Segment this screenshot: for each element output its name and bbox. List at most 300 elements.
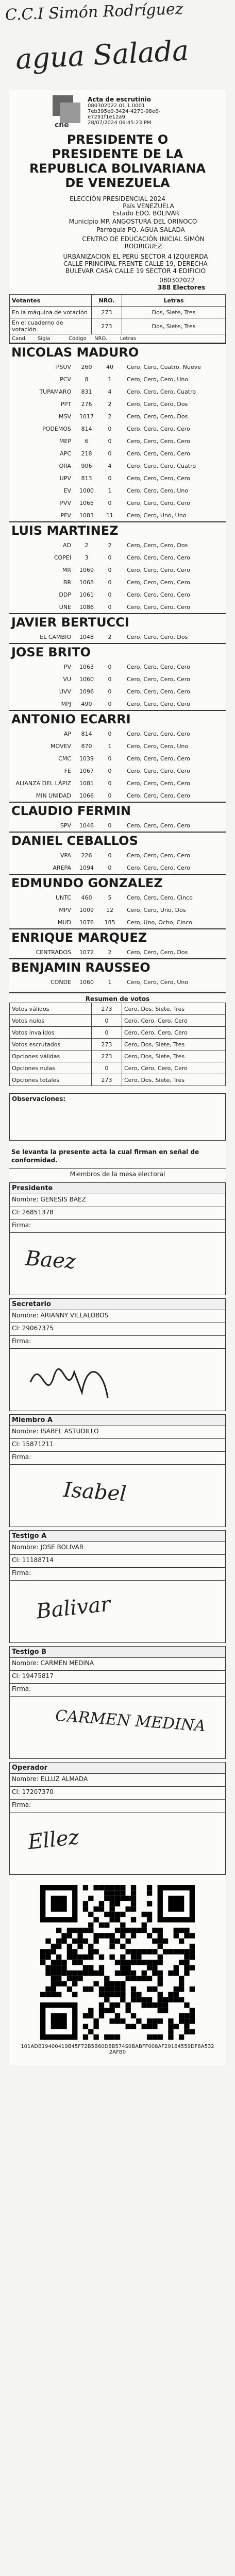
- party-letras: Cero, Cero, Cero, Cero: [127, 474, 190, 482]
- qr-module: [126, 1971, 131, 1976]
- party-vote-row: [9, 435, 226, 447]
- qr-module: [190, 1944, 195, 1949]
- qr-module: [163, 1997, 168, 2002]
- party-votes: 0: [108, 591, 112, 598]
- qr-module: [120, 1960, 125, 1965]
- party-votes: 4: [108, 388, 112, 395]
- qr-module: [51, 1976, 56, 1981]
- qr-module: [126, 1906, 131, 1911]
- qr-module: [61, 1960, 66, 1965]
- signer-nombre: Nombre: CARMEN MEDINA: [10, 1658, 225, 1671]
- party-sigla: UVV: [59, 688, 71, 695]
- qr-module: [45, 1949, 51, 1954]
- qr-module: [174, 2024, 179, 2029]
- qr-module: [109, 1917, 114, 1922]
- qr-module: [67, 1976, 72, 1981]
- party-codigo: 1094: [79, 864, 94, 871]
- resumen-label: Opciones válidas: [10, 1050, 92, 1062]
- resumen-letras: Cero, Dos, Siete, Tres: [122, 1039, 226, 1050]
- qr-code: [40, 1885, 195, 2040]
- resumen-nro: 273: [92, 1074, 122, 1086]
- qr-module: [45, 1965, 51, 1970]
- qr-module: [93, 1933, 98, 1938]
- party-letras: Cero, Cero, Cuatro, Nueve: [127, 363, 201, 370]
- party-vote-row: [9, 539, 226, 551]
- candidate-name: CLAUDIO FERMIN: [9, 802, 226, 819]
- qr-module: [83, 1987, 88, 1992]
- qr-module: [190, 1933, 195, 1938]
- qr-module: [184, 1928, 189, 1933]
- qr-finder: [168, 1896, 184, 1912]
- qr-module: [67, 1933, 72, 1938]
- qr-module: [120, 1987, 125, 1992]
- qr-module: [168, 2024, 173, 2029]
- qr-module: [174, 1997, 179, 2002]
- qr-module: [147, 2003, 152, 2008]
- qr-module: [88, 1987, 93, 1992]
- qr-module: [158, 1976, 163, 1981]
- party-votes: 1: [108, 376, 112, 383]
- signature-area: [10, 1465, 225, 1527]
- qr-module: [93, 1917, 98, 1922]
- qr-module: [88, 1944, 93, 1949]
- qr-module: [93, 1949, 98, 1954]
- qr-module: [168, 2035, 173, 2040]
- qr-module: [179, 1938, 184, 1943]
- qr-module: [126, 2008, 131, 2013]
- signers-list: [9, 1182, 226, 1875]
- qr-module: [120, 1885, 125, 1890]
- party-votes: 12: [106, 906, 113, 913]
- qr-module: [131, 1971, 136, 1976]
- party-sigla: PV: [63, 663, 71, 670]
- cne-logo: [51, 92, 88, 129]
- party-codigo: 218: [81, 450, 92, 457]
- qr-module: [158, 1997, 163, 2002]
- qr-module: [109, 1954, 114, 1959]
- qr-module: [168, 1971, 173, 1976]
- qr-module: [152, 1971, 157, 1976]
- qr-module: [158, 1954, 163, 1959]
- party-codigo: 814: [81, 425, 92, 432]
- party-vote-row: [9, 891, 226, 904]
- qr-module: [56, 1971, 61, 1976]
- qr-module: [77, 1944, 82, 1949]
- party-votes: 0: [108, 688, 112, 695]
- party-vote-row: [9, 819, 226, 832]
- qr-module: [126, 1928, 131, 1933]
- signer-ci: CI: 17207370: [10, 1787, 225, 1800]
- qr-module: [115, 1987, 120, 1992]
- qr-module: [115, 2013, 120, 2018]
- resumen-letras: Cero, Dos, Siete, Tres: [122, 1050, 226, 1062]
- qr-module: [99, 1965, 104, 1970]
- qr-module: [109, 2019, 114, 2024]
- qr-module: [147, 1965, 152, 1970]
- qr-module: [72, 1954, 77, 1959]
- qr-module: [131, 1906, 136, 1911]
- signature-area: [10, 1349, 225, 1411]
- qr-module: [158, 1981, 163, 1986]
- signer-ci: CI: 11188714: [10, 1555, 225, 1568]
- party-letras: Cero, Cero, Cero, Cero: [127, 852, 190, 859]
- party-votes: 2: [108, 413, 112, 420]
- qr-module: [158, 1971, 163, 1976]
- qr-module: [120, 1944, 125, 1949]
- party-letras: Cero, Cero, Cero, Dos: [127, 541, 188, 549]
- party-letras: Cero, Cero, Cero, Cero: [127, 663, 190, 670]
- signer-role: Operador: [10, 1762, 225, 1774]
- qr-module: [131, 1987, 136, 1992]
- candidate-name: JOSE BRITO: [9, 643, 226, 660]
- party-sigla: PCV: [60, 376, 71, 383]
- votantes-cuaderno-letras: Dos, Siete, Tres: [122, 318, 226, 334]
- party-sigla: AD: [63, 541, 71, 549]
- qr-module: [83, 1885, 88, 1890]
- qr-module: [184, 2003, 189, 2008]
- qr-module: [147, 1917, 152, 1922]
- party-codigo: 1067: [79, 767, 94, 774]
- qr-module: [179, 2013, 184, 2018]
- qr-module: [88, 1971, 93, 1976]
- party-letras: Cero, Cero, Cero, Cero: [127, 730, 190, 737]
- party-votes: 0: [108, 499, 112, 506]
- signer-nombre: Nombre: GENESIS BAEZ: [10, 1194, 225, 1207]
- qr-module: [147, 1890, 152, 1895]
- qr-module: [120, 1922, 125, 1927]
- party-sigla: DDP: [59, 591, 71, 598]
- qr-module: [88, 1949, 93, 1954]
- party-letras: Cero, Cero, Cero, Cuatro: [127, 388, 196, 395]
- party-vote-row: [9, 849, 226, 861]
- qr-module: [158, 1933, 163, 1938]
- qr-module: [99, 1922, 104, 1927]
- resumen-table: [9, 1003, 226, 1086]
- qr-module: [72, 1971, 77, 1976]
- acta-code-3: e7291f1e12a9: [88, 114, 125, 120]
- party-vote-row: [9, 497, 226, 509]
- party-letras: Cero, Cero, Cero, Cuatro: [127, 462, 196, 469]
- qr-module: [174, 1965, 179, 1970]
- election-name: ELECCIÓN PRESIDENCIAL 2024: [70, 195, 165, 202]
- votantes-header: Votantes: [10, 295, 92, 307]
- qr-module: [120, 1954, 125, 1959]
- qr-module: [115, 1885, 120, 1890]
- party-votes: 0: [108, 425, 112, 432]
- qr-module: [115, 1912, 120, 1917]
- qr-module: [142, 1949, 147, 1954]
- qr-module: [93, 2035, 98, 2040]
- party-vote-row: [9, 361, 226, 373]
- qr-module: [190, 1965, 195, 1970]
- party-letras: Cero, Cero, Cero, Cero: [127, 755, 190, 762]
- party-letras: Cero, Cero, Cero, Cero: [127, 864, 190, 871]
- signature-scribble: [30, 1369, 108, 1398]
- party-votes: 0: [108, 852, 112, 859]
- qr-module: [158, 1938, 163, 1943]
- qr-module: [51, 1965, 56, 1970]
- party-codigo: 490: [81, 700, 92, 707]
- party-letras: Cero, Cero, Cero, Cero: [127, 603, 190, 611]
- handwritten-signature: Isabel: [62, 1478, 127, 1506]
- qr-module: [126, 1949, 131, 1954]
- party-codigo: 814: [81, 730, 92, 737]
- signer-nombre: Nombre: ARIANNY VILLALOBOS: [10, 1310, 225, 1323]
- qr-module: [51, 1981, 56, 1986]
- qr-module: [131, 2024, 136, 2029]
- party-codigo: 260: [81, 363, 92, 370]
- qr-module: [72, 1960, 77, 1965]
- party-votes: 0: [108, 437, 112, 445]
- sub-cand: Cand.: [12, 335, 27, 342]
- qr-module: [168, 2029, 173, 2034]
- handwritten-top-note: C.C.I Simón Rodríguez: [5, 0, 184, 25]
- party-codigo: 813: [81, 474, 92, 482]
- qr-module: [40, 1992, 45, 1997]
- party-vote-row: [9, 861, 226, 874]
- qr-module: [104, 2035, 109, 2040]
- qr-module: [45, 1938, 51, 1943]
- qr-module: [174, 1933, 179, 1938]
- signer-firma-label: Firma:: [10, 1336, 225, 1349]
- party-sigla: CENTRADOS: [36, 948, 71, 956]
- party-votes: 0: [108, 792, 112, 799]
- signature-area: [10, 1581, 225, 1642]
- party-codigo: 1048: [79, 633, 94, 640]
- qr-module: [163, 2008, 168, 2013]
- party-letras: Cero, Cero, Cero, Dos: [127, 633, 188, 640]
- qr-module: [158, 2008, 163, 2013]
- main-title: PRESIDENTE O PRESIDENTE DE LA REPUBLICA BOLIVARIANA DE VENEZUELA: [29, 132, 206, 190]
- qr-module: [61, 1938, 66, 1943]
- signer-block: [9, 1298, 226, 1411]
- party-vote-row: [9, 564, 226, 576]
- party-codigo: 1072: [79, 948, 94, 956]
- qr-module: [72, 1928, 77, 1933]
- party-letras: Cero, Cero, Cero, Uno: [127, 487, 189, 494]
- qr-module: [142, 1997, 147, 2002]
- votantes-cuaderno-label: En el cuaderno de votación: [10, 318, 92, 334]
- candidate-name: NICOLAS MADURO: [9, 343, 226, 361]
- qr-module: [126, 1960, 131, 1965]
- qr-module: [56, 1938, 61, 1943]
- qr-module: [93, 1971, 98, 1976]
- candidate-name: DANIEL CEBALLOS: [9, 832, 226, 849]
- qr-module: [152, 2024, 157, 2029]
- qr-module: [104, 1922, 109, 1927]
- party-letras: Cero, Cero, Cero, Cero: [127, 450, 190, 457]
- party-sigla: VU: [63, 675, 71, 683]
- qr-module: [104, 1933, 109, 1938]
- qr-module: [115, 1890, 120, 1895]
- votantes-maquina-nro: 273: [92, 307, 122, 318]
- qr-module: [83, 1938, 88, 1943]
- qr-module: [109, 1901, 114, 1906]
- qr-module: [88, 2008, 93, 2013]
- party-codigo: 1009: [79, 906, 94, 913]
- party-vote-row: [9, 685, 226, 698]
- qr-module: [77, 1960, 82, 1965]
- qr-module: [83, 1971, 88, 1976]
- qr-module: [77, 1933, 82, 1938]
- qr-module: [131, 1890, 136, 1895]
- party-letras: Cero, Cero, Cero, Cero: [127, 767, 190, 774]
- qr-module: [109, 1885, 114, 1890]
- qr-module: [93, 2024, 98, 2029]
- qr-module: [147, 1976, 152, 1981]
- sub-codigo: Código: [69, 335, 87, 342]
- qr-module: [104, 1987, 109, 1992]
- candidate-name: JAVIER BERTUCCI: [9, 613, 226, 631]
- qr-module: [83, 1954, 88, 1959]
- resumen-row: [10, 1050, 226, 1062]
- qr-module: [115, 1917, 120, 1922]
- qr-module: [184, 1949, 189, 1954]
- qr-module: [136, 1997, 141, 2002]
- qr-module: [142, 1976, 147, 1981]
- qr-module: [120, 1992, 125, 1997]
- qr-module: [120, 1997, 125, 2002]
- qr-module: [109, 1938, 114, 1943]
- qr-module: [109, 1933, 114, 1938]
- signature-area: [10, 1697, 225, 1758]
- resumen-letras: Cero, Dos, Siete, Tres: [122, 1003, 226, 1015]
- qr-module: [115, 2003, 120, 2008]
- signer-role: Testigo B: [10, 1647, 225, 1658]
- party-votes: 1: [108, 978, 112, 986]
- footer-hash: 101ADB19400419B45F72B5B60D8B574S0BABFF008AF29164559DF6A5322AFB0: [21, 2044, 214, 2055]
- qr-module: [115, 1938, 120, 1943]
- qr-module: [179, 1981, 184, 1986]
- qr-module: [104, 2008, 109, 2013]
- qr-module: [109, 2008, 114, 2013]
- qr-module: [184, 2019, 189, 2024]
- qr-module: [179, 1997, 184, 2002]
- qr-module: [152, 1928, 157, 1933]
- qr-module: [77, 1928, 82, 1933]
- party-votes: 2: [108, 541, 112, 549]
- party-letras: Cero, Cero, Cero, Uno: [127, 742, 189, 750]
- qr-module: [56, 1954, 61, 1959]
- signer-nombre: Nombre: ELLUZ ALMADA: [10, 1774, 225, 1787]
- qr-module: [72, 1976, 77, 1981]
- party-sigla: MSV: [59, 413, 71, 420]
- party-codigo: 1017: [79, 413, 94, 420]
- qr-module: [184, 1954, 189, 1959]
- signer-ci: CI: 19475817: [10, 1671, 225, 1684]
- party-vote-row: [9, 576, 226, 588]
- party-sigla: PSUV: [56, 363, 71, 370]
- party-vote-row: [9, 509, 226, 521]
- qr-module: [104, 1976, 109, 1981]
- party-sigla: MPV: [59, 906, 71, 913]
- party-sigla: MEP: [59, 437, 71, 445]
- party-votes: 11: [106, 512, 113, 519]
- observaciones-box: [9, 1093, 226, 1141]
- candidate-name: BENJAMIN RAUSSEO: [9, 958, 226, 976]
- centro: CENTRO DE EDUCACIÓN INICIAL SIMÓN RODRIGUEZ: [82, 235, 205, 250]
- closing-text: Se levanta la presente acta la cual firman en señal de conformidad.: [11, 1148, 199, 1164]
- estado: Estado EDO. BOLIVAR: [112, 210, 179, 217]
- signer-firma-label: Firma:: [10, 1568, 225, 1581]
- qr-module: [126, 2003, 131, 2008]
- qr-module: [61, 1933, 66, 1938]
- acta-receipt: [9, 90, 226, 2065]
- qr-module: [115, 1928, 120, 1933]
- qr-module: [88, 1928, 93, 1933]
- resumen-letras: Cero, Cero, Cero, Cero: [122, 1027, 226, 1039]
- qr-module: [61, 1965, 66, 1970]
- party-votes: 0: [108, 779, 112, 787]
- party-letras: Cero, Cero, Cero, Cero: [127, 566, 190, 573]
- qr-module: [109, 1981, 114, 1986]
- signer-block: [9, 1646, 226, 1759]
- qr-module: [126, 1965, 131, 1970]
- qr-finder: [51, 1896, 67, 1912]
- svg-text:cne: cne: [55, 121, 69, 129]
- qr-module: [142, 1960, 147, 1965]
- qr-module: [174, 1992, 179, 1997]
- qr-module: [104, 1981, 109, 1986]
- letras-header: Letras: [122, 295, 226, 307]
- signer-role: Testigo A: [10, 1531, 225, 1542]
- party-vote-row: [9, 398, 226, 410]
- qr-module: [72, 1981, 77, 1986]
- qr-module: [104, 1896, 109, 1901]
- party-votes: 185: [104, 919, 115, 926]
- qr-module: [115, 1971, 120, 1976]
- party-vote-row: [9, 698, 226, 710]
- party-sigla: APC: [60, 450, 71, 457]
- qr-module: [179, 2019, 184, 2024]
- party-sigla: EV: [63, 487, 71, 494]
- qr-module: [158, 2035, 163, 2040]
- party-sigla: MUD: [57, 919, 71, 926]
- party-vote-row: [9, 410, 226, 422]
- qr-module: [83, 1901, 88, 1906]
- qr-module: [93, 1938, 98, 1943]
- qr-module: [93, 1885, 98, 1890]
- resumen-title: Resumen de votos: [9, 992, 226, 1003]
- acta-title: Acta de escrutinio: [88, 96, 151, 103]
- qr-module: [56, 1965, 61, 1970]
- qr-module: [184, 1971, 189, 1976]
- qr-module: [131, 1933, 136, 1938]
- party-sigla: EL CAMBIO: [40, 633, 71, 640]
- party-letras: Cero, Cero, Cero, Cero: [127, 579, 190, 586]
- nro-header: NRO.: [92, 295, 122, 307]
- party-codigo: 906: [81, 462, 92, 469]
- party-codigo: 1086: [79, 603, 94, 611]
- qr-module: [174, 1971, 179, 1976]
- qr-module: [99, 1987, 104, 1992]
- qr-module: [136, 2019, 141, 2024]
- qr-module: [88, 1965, 93, 1970]
- qr-module: [147, 1933, 152, 1938]
- party-votes: 0: [108, 675, 112, 683]
- party-sigla: MR: [62, 566, 71, 573]
- party-letras: Cero, Cero, Uno, Dos: [127, 906, 186, 913]
- party-sigla: PODEMOS: [42, 425, 71, 432]
- qr-module: [142, 1912, 147, 1917]
- party-sigla: MOVEV: [51, 742, 71, 750]
- qr-module: [168, 2019, 173, 2024]
- qr-module: [88, 2029, 93, 2034]
- qr-module: [131, 1954, 136, 1959]
- direccion: URBANIZACION EL PERU SECTOR 4 IZQUIERDA CALLE PRINCIPAL FRENTE CALLE 19, DERECHA BULEVAR CASA CALLE 19 SECTOR 4 EDIFICIO: [63, 253, 208, 275]
- signer-block: [9, 1182, 226, 1295]
- party-vote-row: [9, 422, 226, 435]
